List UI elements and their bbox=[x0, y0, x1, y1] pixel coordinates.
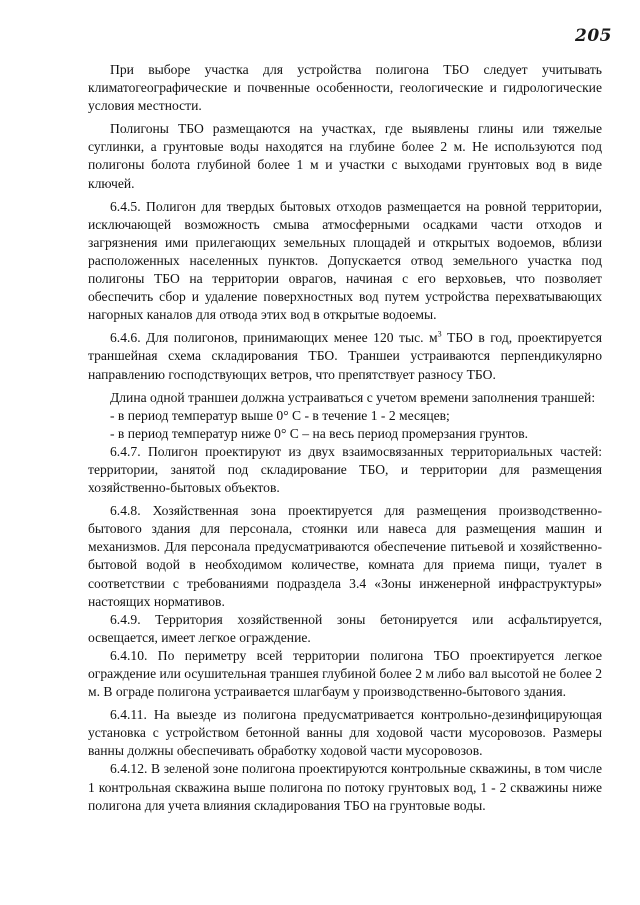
paragraph-6-4-5: 6.4.5. Полигон для твердых бытовых отходов размещается на ровной территории, исключающей возможность смыва атмосферными осадками части отходов и загрязнения ими прилегающих земельных площадей и открытых водоемов, вблизи расположенных населенных пунктов. Допускается отвод земельного участка под полигоны ТБО на территории оврагов, начиная с его верховьев, что позволяет обеспечить сбор и удаление поверхностных вод путем устройства перехватывающих нагорных каналов для отвода этих вод в открытые водоемы. bbox=[88, 198, 602, 323]
document-body bbox=[88, 61, 602, 815]
paragraph-6-4-7: 6.4.7. Полигон проектируют из двух взаимосвязанных территориальных частей: территории, занятой под складирование ТБО, и территории для размещения хозяйственно-бытовых объектов. bbox=[88, 443, 602, 496]
paragraph-6-4-6-text-a: 6.4.6. Для полигонов, принимающих менее 120 тыс. м bbox=[110, 330, 438, 346]
paragraph-6-4-6 bbox=[88, 329, 602, 383]
list-item-warm-period: - в период температур выше 0° С - в течение 1 - 2 месяцев; bbox=[110, 407, 450, 423]
paragraph-6-4-11: 6.4.11. На выезде из полигона предусматривается контрольно-дезинфицирующая установка с устройством бетонной ванны для ходовой части мусоровозов. Размеры ванны должны обеспечивать обработку ходовой части мусоровозов. bbox=[88, 707, 602, 759]
paragraph-trench-length: Длина одной траншеи должна устраиваться с учетом времени заполнения траншей: bbox=[110, 389, 596, 405]
paragraph-6-4-10: 6.4.10. По периметру всей территории полигона ТБО проектируется легкое ограждение или осушительная траншея глубиной более 2 м либо вал высотой не более 2 м. В ограде полигона устраивается шлагбаум у производственно-бытового здания. bbox=[88, 647, 602, 700]
page-number: 205 bbox=[575, 26, 612, 46]
paragraph-6-4-8: 6.4.8. Хозяйственная зона проектируется для размещения производственно-бытового здания для персонала, стоянки или навеса для размещения машин и механизмов. Для персонала предусматриваются обеспечение питьевой и хозяйственно-бытовой водой в необходимом количестве, комната для приема пищи, туалет в соответствии с требованиями подраздела 3.4 «Зоны инженерной инфраструктуры» настоящих нормативов. bbox=[88, 503, 602, 609]
cubic-superscript: 3 bbox=[437, 329, 442, 339]
paragraph-site-selection: При выборе участка для устройства полигона ТБО следует учитывать климатогеографические и почвенные особенности, геологические и гидрологические условия местности. bbox=[88, 62, 602, 114]
list-item-cold-period: - в период температур ниже 0° С – на весь период промерзания грунтов. bbox=[110, 425, 529, 441]
paragraph-6-4-12: 6.4.12. В зеленой зоне полигона проектируются контрольные скважины, в том числе 1 контрольная скважина выше полигона по потоку грунтовых вод, 1 - 2 скважины ниже полигона для учета влияния складирования ТБО на грунтовые воды. bbox=[88, 761, 602, 813]
paragraph-6-4-6-text-b: ТБО в год, проектируется траншейная схема складирования ТБО. Траншеи устраиваются перпендикулярно направлению господствующих ветров, что препятствует разносу ТБО. bbox=[88, 330, 602, 382]
paragraph-soil-requirements: Полигоны ТБО размещаются на участках, где выявлены глины или тяжелые суглинки, а грунтовые воды находятся на глубине более 2 м. Не используются под полигоны болота глубиной более 1 м и участки с выходами грунтовых вод в виде ключей. bbox=[88, 121, 602, 191]
paragraph-6-4-9: 6.4.9. Территория хозяйственной зоны бетонируется или асфальтируется, освещается, имеет легкое ограждение. bbox=[88, 611, 602, 645]
